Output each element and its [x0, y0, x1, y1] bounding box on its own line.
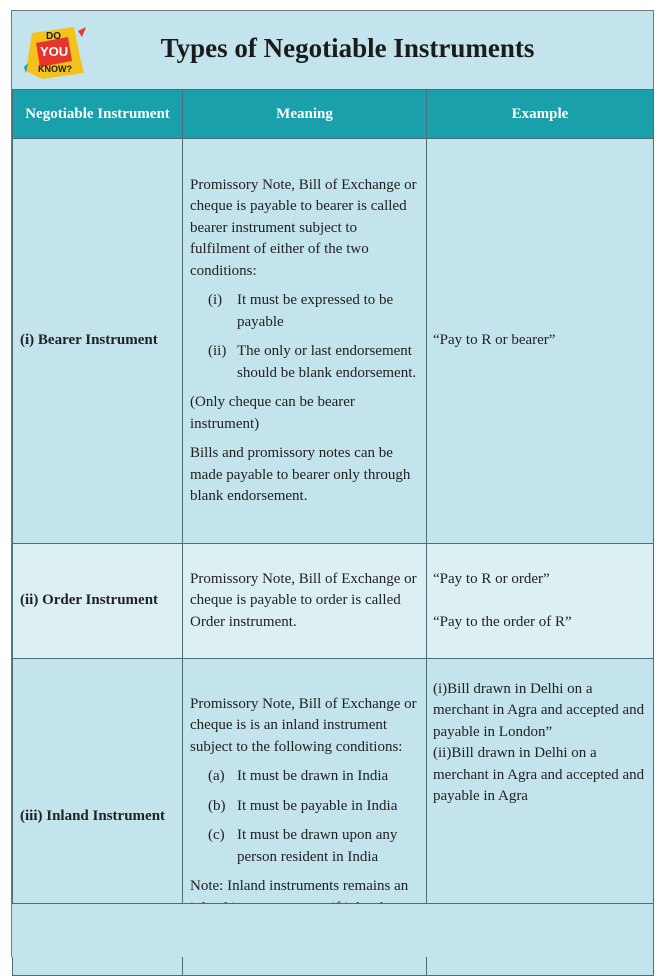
table-header-row — [13, 90, 654, 139]
meaning-note: Note: Inland instruments remains an — [190, 878, 409, 894]
instrument-meaning — [183, 544, 427, 659]
condition-item — [208, 796, 418, 818]
meaning-note: (Only cheque can be bearer instrument) — [190, 394, 355, 432]
example-text: (ii)Bill drawn in Delhi on a merchant in Agra and accepted and payable in Agra — [433, 745, 645, 804]
meaning-intro: Promissory Note, Bill of Exchange or cheque is payable to order is called Order instrument. — [190, 570, 417, 630]
badge-text-you: YOU — [40, 44, 69, 59]
condition-item — [208, 825, 418, 868]
example-text: “Pay to R or bearer” — [433, 332, 556, 349]
example-text: “Pay to the order of R” — [433, 613, 572, 630]
instrument-example — [427, 139, 654, 544]
meaning-note: Bills and promissory notes can be made payable to bearer only through blank endorsement. — [190, 445, 411, 504]
instrument-name: (ii) Order Instrument — [13, 544, 183, 659]
instrument-meaning — [183, 139, 427, 544]
instruments-table — [12, 89, 654, 976]
example-text: (i)Bill drawn in Delhi on a merchant in Agra and accepted and payable in London” — [433, 680, 645, 740]
condition-marker: (ii) — [208, 343, 227, 359]
column-header-example: Example — [427, 90, 654, 139]
condition-marker: (b) — [208, 797, 226, 814]
instrument-example — [427, 544, 654, 659]
condition-item — [208, 341, 418, 384]
condition-item — [208, 766, 418, 788]
condition-marker: (i) — [208, 292, 223, 308]
meaning-intro: Promissory Note, Bill of Exchange or cheque is is an inland instrument subject to the following conditions: — [190, 695, 417, 755]
example-text: “Pay to R or order” — [433, 571, 550, 587]
info-box — [11, 10, 654, 957]
condition-text: It must be drawn upon any person resident in India — [237, 827, 398, 865]
condition-text: It must be drawn in India — [237, 768, 389, 784]
box-footer — [12, 903, 653, 957]
page-title: Types of Negotiable Instruments — [160, 33, 535, 63]
instrument-name: (iii) Inland Instrument — [13, 659, 183, 976]
meaning-intro: Promissory Note, Bill of Exchange or cheque is payable to bearer is called bearer instrument subject to fulfilment of either of the two conditions: — [190, 176, 417, 279]
example-list — [433, 679, 647, 808]
table-row-bearer — [13, 139, 654, 544]
column-header-instrument: Negotiable Instrument — [13, 90, 183, 139]
condition-text: The only or last endorsement should be blank endorsement. — [237, 343, 417, 381]
box-header — [12, 11, 653, 89]
condition-text: It must be expressed to be payable — [237, 292, 394, 330]
condition-text: It must be payable in India — [237, 797, 398, 814]
badge-text-know: KNOW? — [38, 64, 72, 74]
table-row-order — [13, 544, 654, 659]
condition-item — [208, 290, 418, 333]
column-header-meaning: Meaning — [183, 90, 427, 139]
condition-marker: (c) — [208, 827, 225, 843]
instrument-name: (i) Bearer Instrument — [13, 139, 183, 544]
badge-text-do: DO — [46, 31, 61, 42]
condition-marker: (a) — [208, 768, 225, 784]
